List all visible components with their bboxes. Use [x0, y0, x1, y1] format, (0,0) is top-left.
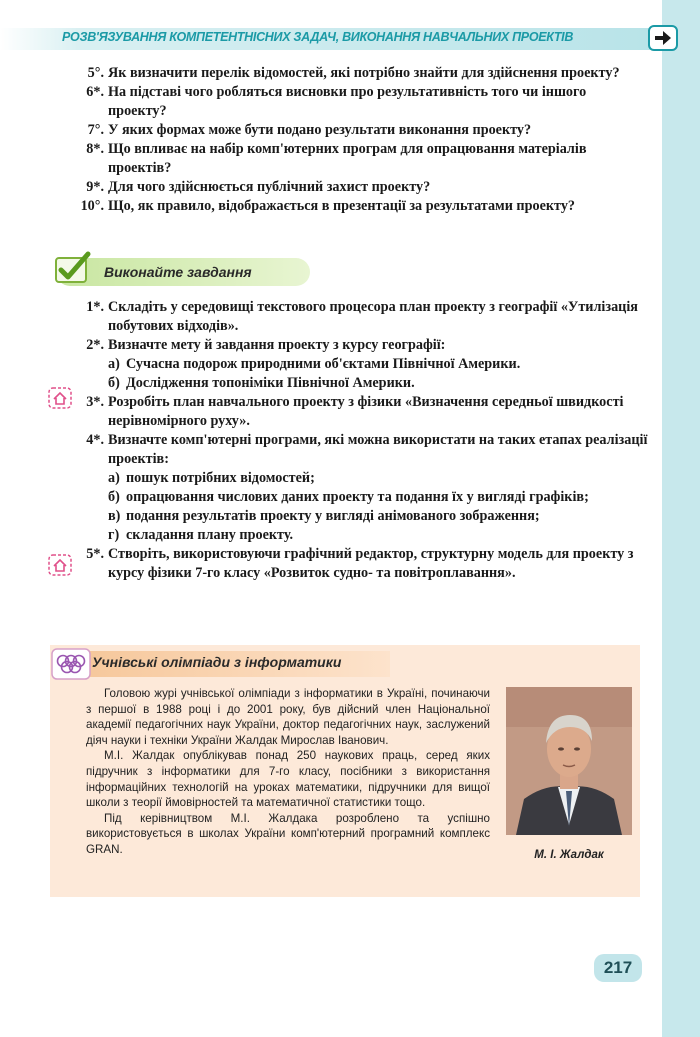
task-number: 4*.: [86, 432, 104, 448]
subitem-text: подання результатів проекту у вигляді анімованого зображення;: [126, 508, 540, 524]
task-item: [74, 431, 649, 469]
olympiad-text: [86, 686, 490, 858]
olympiad-paragraph: Під керівництвом М.І. Жалдака розроблено та успішно використовується в школах України комп'ютерний програмний комплекс GRAN.: [86, 811, 490, 856]
tasks-list: [74, 298, 649, 583]
task-text: Визначте комп'ютерні програми, які можна використати на таких етапах реалізації проектів:: [108, 432, 648, 467]
tasks-section-title: Виконайте завдання: [104, 264, 252, 280]
question-item: [74, 197, 644, 216]
question-number: 6*.: [86, 84, 104, 100]
subitem-text: Дослідження топоніміки Північної Америки.: [126, 375, 415, 391]
question-item: [74, 178, 644, 197]
question-number: 7°.: [87, 122, 104, 138]
question-item: [74, 64, 644, 83]
margin-strip: [662, 0, 700, 1037]
task-subitem: [108, 526, 649, 545]
olympiad-paragraph: М.І. Жалдак опублікував понад 250 наукових праць, серед яких підручник з інформатики для 7-го класу, посібники з використання інформаційних технологій на уроках математики, підручники для вищої школи з теорії ймовірностей та математичної статистики тощо.: [86, 749, 490, 810]
task-number: 2*.: [86, 337, 104, 353]
task-number: 1*.: [86, 299, 104, 315]
question-text: Для чого здійснюється публічний захист проекту?: [108, 179, 431, 195]
task-number: 5*.: [86, 546, 104, 562]
question-text: У яких формах може бути подано результати виконання проекту?: [108, 122, 532, 138]
subitem-letter: а): [108, 470, 120, 486]
task-item: [74, 545, 649, 583]
checklist-icon: [50, 248, 96, 290]
question-number: 10°.: [80, 198, 104, 214]
task-item: [74, 393, 649, 431]
question-item: [74, 121, 644, 140]
subitem-text: опрацювання числових даних проекту та подання їх у вигляді графіків;: [126, 489, 589, 505]
task-text: Створіть, використовуючи графічний редактор, структурну модель для проекту з курсу фізики 7-го класу «Розвиток судно- та повітроплавання».: [108, 546, 634, 581]
question-text: На підставі чого робляться висновки про результативність того чи іншого проекту?: [108, 84, 587, 119]
question-item: [74, 83, 644, 121]
olympiad-paragraph: Головою журі учнівської олімпіади з інформатики в Україні, починаючи з першої в 1988 році і до 2001 року, був дійсний член Національної академії педагогічних наук України, доктор педагогічних наук, заслужений діяч науки і техніки України Жалдак Мирослав Іванович.: [86, 687, 490, 747]
task-text: Визначте мету й завдання проекту з курсу географії:: [108, 337, 446, 353]
task-subitem: [108, 355, 649, 374]
subitem-letter: в): [108, 508, 121, 524]
task-subitem: [108, 488, 649, 507]
home-task-icon: [48, 387, 72, 409]
olympiad-title: Учнівські олімпіади з інформатики: [92, 654, 342, 670]
subitem-letter: г): [108, 527, 120, 543]
page-number: 217: [594, 954, 642, 982]
task-subitem: [108, 374, 649, 393]
section-header-title: РОЗВ'ЯЗУВАННЯ КОМПЕТЕНТНІСНИХ ЗАДАЧ, ВИКОНАННЯ НАВЧАЛЬНИХ ПРОЕКТІВ: [62, 30, 574, 44]
task-text: Розробіть план навчального проекту з фізики «Визначення середньої швидкості нерівномірного руху».: [108, 394, 624, 429]
subitem-text: пошук потрібних відомостей;: [126, 470, 315, 486]
task-number: 3*.: [86, 394, 104, 410]
question-number: 8*.: [86, 141, 104, 157]
task-item: [74, 298, 649, 336]
task-subitem: [108, 507, 649, 526]
photo-caption: М. І. Жалдак: [534, 849, 604, 861]
task-item: [74, 336, 649, 355]
subitem-letter: а): [108, 356, 120, 372]
portrait-photo: [506, 687, 632, 835]
subitem-text: складання плану проекту.: [126, 527, 294, 543]
arrow-right-icon: [654, 30, 672, 46]
task-text: Складіть у середовищі текстового процесора план проекту з географії «Утилізація побутових відходів».: [108, 299, 638, 334]
home-task-icon: [48, 554, 72, 576]
task-subitem: [108, 469, 649, 488]
questions-list: [74, 64, 644, 216]
subitem-text: Сучасна подорож природними об'єктами Північної Америки.: [126, 356, 521, 372]
subitem-letter: б): [108, 489, 120, 505]
question-text: Як визначити перелік відомостей, які потрібно знайти для здійснення проекту?: [108, 65, 620, 81]
question-number: 9*.: [86, 179, 104, 195]
next-page-button[interactable]: [648, 25, 678, 51]
question-number: 5°.: [87, 65, 104, 81]
question-text: Що впливає на набір комп'ютерних програм для опрацювання матеріалів проектів?: [108, 141, 587, 176]
question-item: [74, 140, 644, 178]
subitem-letter: б): [108, 375, 120, 391]
question-text: Що, як правило, відображається в презентації за результатами проекту?: [108, 198, 576, 214]
olympic-rings-icon: [50, 646, 92, 682]
